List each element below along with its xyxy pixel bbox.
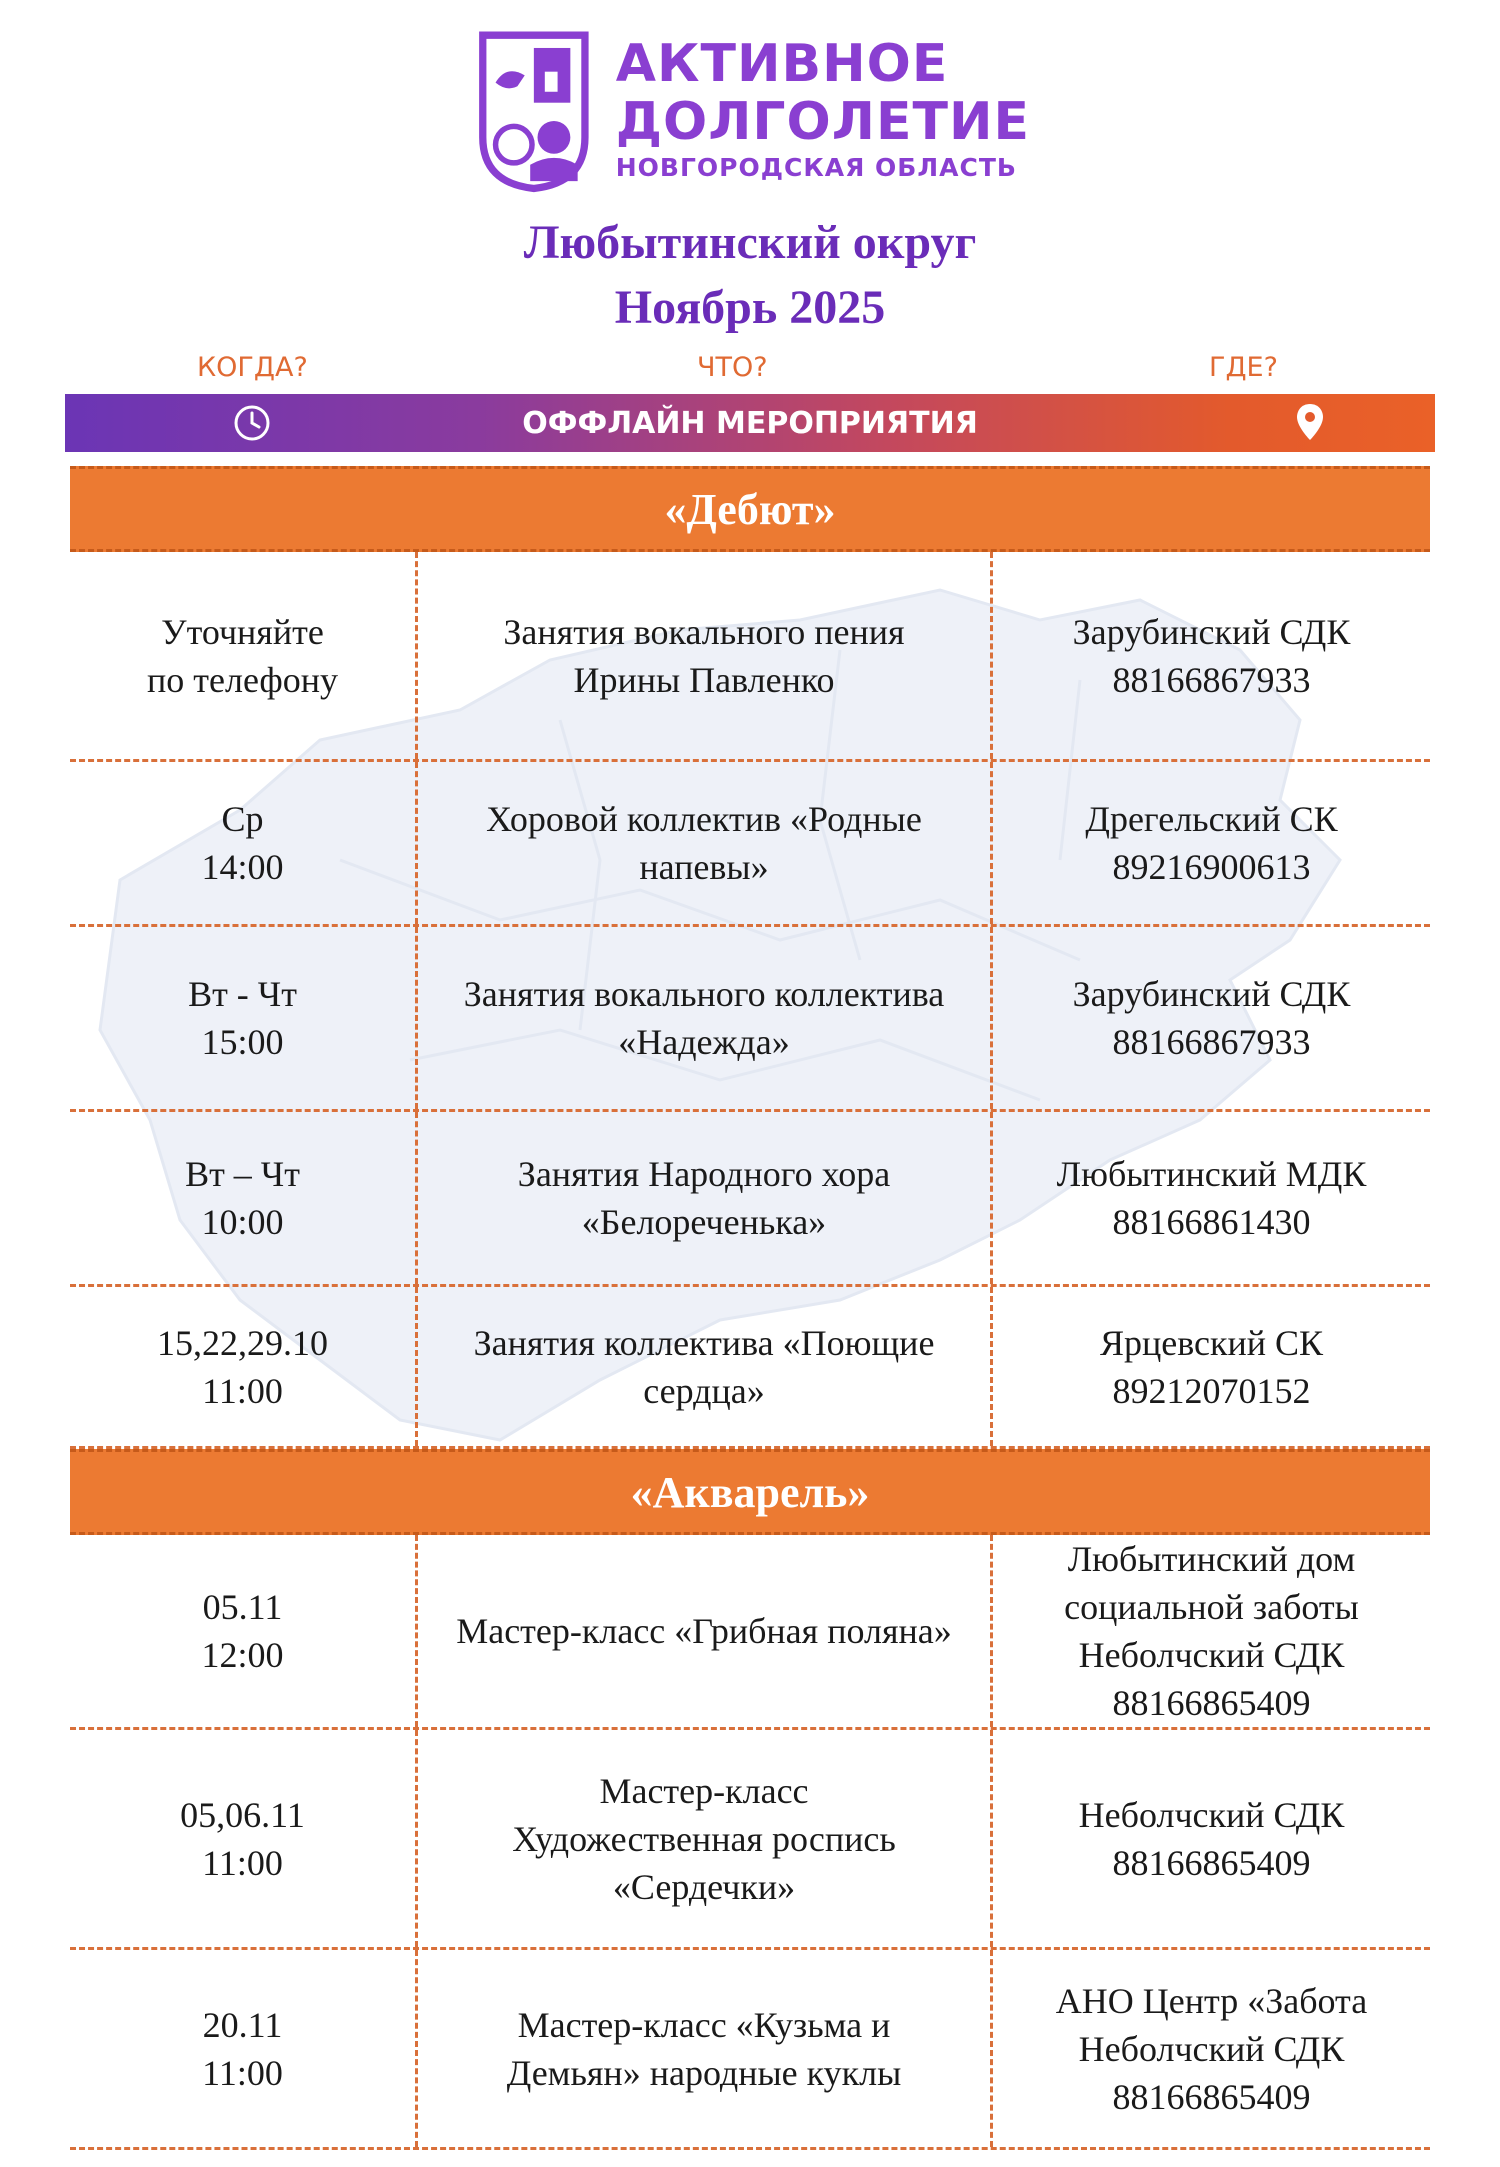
cell-what	[418, 762, 993, 924]
cell-what-line: Мастер-класс	[599, 1770, 809, 1811]
cell-where-line: Любытинский МДК	[1056, 1154, 1367, 1194]
cell-where-line: Зарубинский СДК	[1072, 611, 1351, 652]
cell-when-line: 12:00	[201, 1635, 284, 1675]
cell-what-line: Художественная роспись	[512, 1818, 896, 1859]
cell-what-line: Занятия Народного хора	[517, 1154, 891, 1194]
cell-what-line: Ирины Павленко	[573, 659, 835, 700]
district-title: Любытинский округ	[523, 216, 977, 269]
month-title: Ноябрь 2025	[614, 281, 886, 334]
cell-when-line: Ср	[221, 799, 264, 839]
cell-where	[993, 1730, 1430, 1947]
column-label-where: ГДЕ?	[1209, 352, 1278, 383]
table-row	[70, 1287, 1430, 1449]
logo-emblem-icon	[470, 20, 598, 200]
cell-when-line: 20.11	[202, 2004, 283, 2045]
cell-where-line: 88166865409	[1112, 1842, 1311, 1883]
cell-where	[993, 927, 1430, 1109]
cell-what-line: Мастер-класс «Кузьма и	[517, 2004, 891, 2045]
cell-what-line: Хоровой коллектив «Родные	[486, 799, 922, 839]
cell-when-line: 15:00	[201, 1022, 284, 1062]
column-label-when: КОГДА?	[197, 352, 308, 383]
cell-what	[418, 927, 993, 1109]
cell-what-line: «Надежда»	[618, 1022, 790, 1062]
cell-where-line: 88166865409	[1112, 2076, 1311, 2117]
logo-line-3: НОВГОРОДСКАЯ ОБЛАСТЬ	[615, 153, 1017, 182]
cell-where-line: Неболчский СДК	[1078, 2028, 1345, 2069]
cell-where-line: 88166867933	[1112, 659, 1311, 700]
cell-where-line: Дрегельский СК	[1085, 799, 1338, 839]
cell-when-line: 05,06.11	[180, 1794, 305, 1835]
cell-what-line: Мастер-класс «Грибная поляна»	[456, 1611, 952, 1651]
table-row	[70, 927, 1430, 1112]
cell-when-line: 11:00	[202, 1842, 283, 1883]
cell-when-line: по телефону	[147, 659, 338, 700]
cell-what	[418, 1950, 993, 2147]
cell-what-line: Занятия коллектива «Поющие	[473, 1322, 935, 1363]
cell-what	[418, 552, 993, 759]
table-row	[70, 1535, 1430, 1730]
column-label-what: ЧТО?	[697, 352, 768, 383]
cell-what-line: сердца»	[643, 1370, 765, 1411]
cell-when	[70, 1730, 418, 1947]
cell-when	[70, 1287, 418, 1446]
cell-when-line: Вт - Чт	[188, 974, 297, 1014]
cell-when-line: 05.11	[202, 1587, 283, 1627]
logo-line-1: АКТИВНОЕ	[615, 34, 949, 94]
location-pin-icon	[1295, 402, 1325, 442]
schedule-table	[70, 466, 1430, 2150]
cell-what-line: Демьян» народные куклы	[506, 2052, 902, 2093]
cell-where	[993, 552, 1430, 759]
cell-where-line: 88166861430	[1112, 1202, 1311, 1242]
cell-where-line: Зарубинский СДК	[1072, 974, 1351, 1014]
cell-what	[418, 1112, 993, 1284]
cell-what	[418, 1287, 993, 1446]
cell-what-line: «Белореченька»	[581, 1202, 827, 1242]
logo	[470, 20, 1030, 200]
cell-where	[993, 1112, 1430, 1284]
cell-where	[993, 1287, 1430, 1446]
cell-where	[993, 1950, 1430, 2147]
cell-when-line: 14:00	[201, 847, 284, 887]
offline-events-banner	[65, 394, 1435, 452]
cell-where-line: Ярцевский СК	[1099, 1322, 1324, 1363]
table-row	[70, 1730, 1430, 1950]
cell-where-line: 89216900613	[1112, 847, 1311, 887]
cell-what-line: Занятия вокального коллектива	[463, 974, 945, 1014]
cell-when	[70, 927, 418, 1109]
section-header: «Акварель»	[70, 1449, 1430, 1535]
cell-what-line: «Сердечки»	[612, 1866, 796, 1907]
table-row	[70, 1112, 1430, 1287]
column-labels	[65, 352, 1435, 386]
cell-where-line: 88166867933	[1112, 1022, 1311, 1062]
banner-title: ОФФЛАЙН МЕРОПРИЯТИЯ	[522, 406, 978, 441]
cell-what-line: Занятия вокального пения	[503, 611, 905, 652]
cell-where	[993, 762, 1430, 924]
cell-where	[993, 1535, 1430, 1727]
table-row	[70, 552, 1430, 762]
cell-when	[70, 1535, 418, 1727]
cell-what	[418, 1730, 993, 1947]
cell-where-line: Неболчский СДК	[1078, 1794, 1345, 1835]
cell-when	[70, 1950, 418, 2147]
cell-when-line: 11:00	[202, 1370, 283, 1411]
cell-when-line: 15,22,29.10	[157, 1322, 328, 1363]
cell-where-line: Любытинский дом	[1067, 1539, 1356, 1579]
cell-what	[418, 1535, 993, 1727]
table-row	[70, 1950, 1430, 2150]
cell-when	[70, 552, 418, 759]
cell-where-line: Неболчский СДК	[1078, 1635, 1345, 1675]
cell-when	[70, 762, 418, 924]
cell-what-line: напевы»	[639, 847, 769, 887]
cell-when-line: 11:00	[202, 2052, 283, 2093]
cell-when-line: 10:00	[201, 1202, 284, 1242]
cell-where-line: 88166865409	[1112, 1683, 1311, 1723]
cell-where-line: 89212070152	[1112, 1370, 1311, 1411]
cell-when-line: Уточняйте	[161, 611, 324, 652]
cell-where-line: АНО Центр «Забота	[1055, 1980, 1368, 2021]
cell-when-line: Вт – Чт	[185, 1154, 300, 1194]
section-header: «Дебют»	[70, 466, 1430, 552]
cell-when	[70, 1112, 418, 1284]
table-row	[70, 762, 1430, 927]
logo-line-2: ДОЛГОЛЕТИЕ	[615, 92, 1030, 152]
cell-where-line: социальной заботы	[1064, 1587, 1359, 1627]
